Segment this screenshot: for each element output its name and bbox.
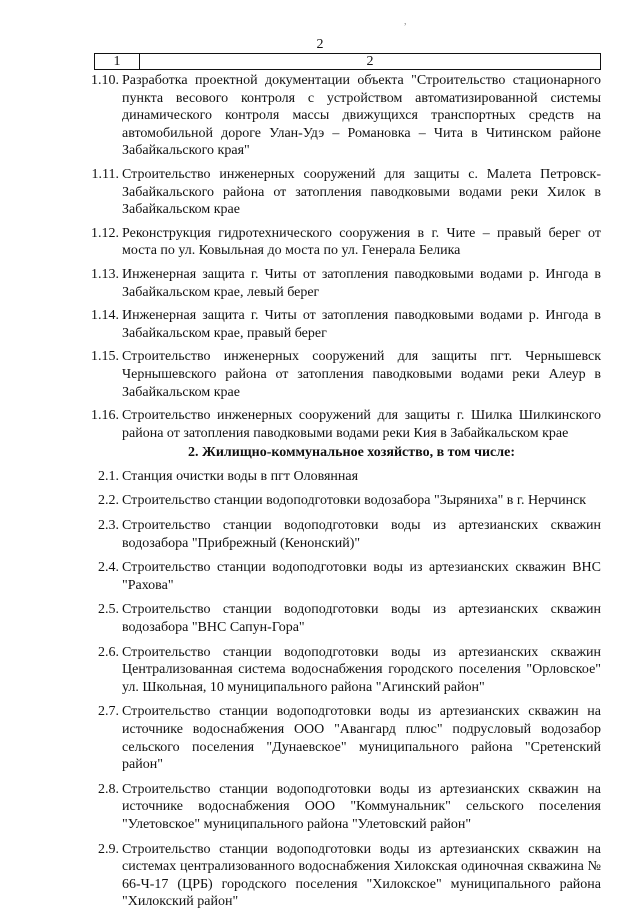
item-number: 2.5. xyxy=(98,602,119,618)
list-item xyxy=(82,166,601,219)
item-number: 1.12. xyxy=(91,225,119,241)
item-text: Инженерная защита г. Читы от затопления паводковыми водами р. Ингода в Забайкальском крае, левый берег xyxy=(122,266,601,300)
list-item xyxy=(82,781,601,834)
items-section-1 xyxy=(82,72,601,442)
section-heading: 2. Жилищно-коммунальное хозяйство, в том числе: xyxy=(187,445,515,461)
item-number: 2.8. xyxy=(98,781,119,797)
item-number: 1.10. xyxy=(91,73,119,88)
item-text: Строительство инженерных сооружений для защиты пгт. Чернышевск Чернышевского района от затопления паводковыми водами реки Алеур в Забайкальском крае xyxy=(122,349,601,400)
list-item xyxy=(82,601,601,636)
item-text: Строительство станции водоподготовки водозабора "Зыряниха" в г. Нерчинск xyxy=(122,493,587,509)
item-number: 2.1. xyxy=(98,468,119,484)
item-text: Станция очистки воды в пгт Оловянная xyxy=(122,468,359,484)
list-item xyxy=(82,517,601,552)
header-col-1: 1 xyxy=(95,54,140,69)
item-number: 2.7. xyxy=(98,704,119,720)
list-item xyxy=(82,468,601,486)
item-text: Строительство станции водоподготовки воды из артезианских скважин Централизованная система водоснабжения городского поселения "Орловское" ул. Школьная, 10 муниципального района "Агинский район" xyxy=(122,644,601,695)
item-number: 2.4. xyxy=(98,560,119,576)
item-number: 1.15. xyxy=(91,349,119,365)
item-number: 1.13. xyxy=(91,266,119,282)
list-item xyxy=(82,266,601,301)
list-item xyxy=(82,307,601,342)
items-section-2 xyxy=(82,468,601,911)
item-text: Строительство станции водоподготовки воды из артезианских скважин на системах централизованного водоснабжения Хилокская одиночная скважина № 66-Ч-17 (ЦРБ) городского поселения "Хилокское" муниципального района "Хилокский район" xyxy=(122,841,601,910)
item-number: 2.3. xyxy=(98,518,119,534)
list-item xyxy=(82,72,601,160)
item-text: Строительство станции водоподготовки воды из артезианских скважин ВНС "Рахова" xyxy=(122,560,601,593)
item-text: Строительство станции водоподготовки воды из артезианских скважин на источнике водоснабжения ООО "Авангард плюс" подрусловый водозабор сельского поселения "Дунаевское" муниципального района "Сретенский район" xyxy=(122,704,601,773)
item-number: 1.16. xyxy=(91,408,119,424)
item-text: Разработка проектной документации объекта "Строительство стационарного пункта весового контроля с устройством автоматизированной системы динамического контроля массы движущихся транспортных средств на автомобильной дороге Улан-Удэ – Романовка – Чита в Читинском районе Забайкальского края" xyxy=(122,73,601,159)
item-text: Строительство инженерных сооружений для защиты с. Малета Петровск-Забайкальского района от затопления паводковыми водами реки Хилок в Забайкальском крае xyxy=(122,166,601,218)
list-item xyxy=(82,644,601,697)
item-number: 2.9. xyxy=(98,841,119,857)
header-col-2: 2 xyxy=(366,54,374,69)
list-item xyxy=(82,348,601,401)
list-item xyxy=(82,703,601,773)
list-item xyxy=(82,407,601,442)
item-text: Строительство станции водоподготовки воды из артезианских скважин водозабора "ВНС Сапун-Гора" xyxy=(122,602,601,636)
item-text: Реконструкция гидротехнического сооружения в г. Чите – правый берег от моста по ул. Ковыльная до моста по ул. Генерала Белика xyxy=(122,225,601,259)
page-number: 2 xyxy=(316,37,324,52)
list-item xyxy=(82,841,601,911)
list-item xyxy=(82,225,601,260)
item-text: Строительство инженерных сооружений для защиты г. Шилка Шилкинского района от затопления паводковыми водами реки Кия в Забайкальском крае xyxy=(122,408,601,441)
document-content xyxy=(82,72,601,911)
header-table xyxy=(94,53,601,70)
item-text: Строительство станции водоподготовки воды из артезианских скважин на источнике водоснабжения ООО "Коммунальник" сельского поселения "Улетовское" муниципального района "Улетовский район" xyxy=(122,781,601,832)
scan-mark: , xyxy=(404,16,407,27)
list-item xyxy=(82,559,601,594)
list-item xyxy=(82,492,601,510)
item-number: 2.2. xyxy=(98,493,119,509)
item-text: Строительство станции водоподготовки воды из артезианских скважин водозабора "Прибрежный (Кенонский)" xyxy=(122,518,601,551)
item-number: 2.6. xyxy=(98,644,119,660)
item-text: Инженерная защита г. Читы от затопления паводковыми водами р. Ингода в Забайкальском крае, правый берег xyxy=(122,308,601,341)
item-number: 1.14. xyxy=(91,308,119,324)
item-number: 1.11. xyxy=(91,166,119,182)
